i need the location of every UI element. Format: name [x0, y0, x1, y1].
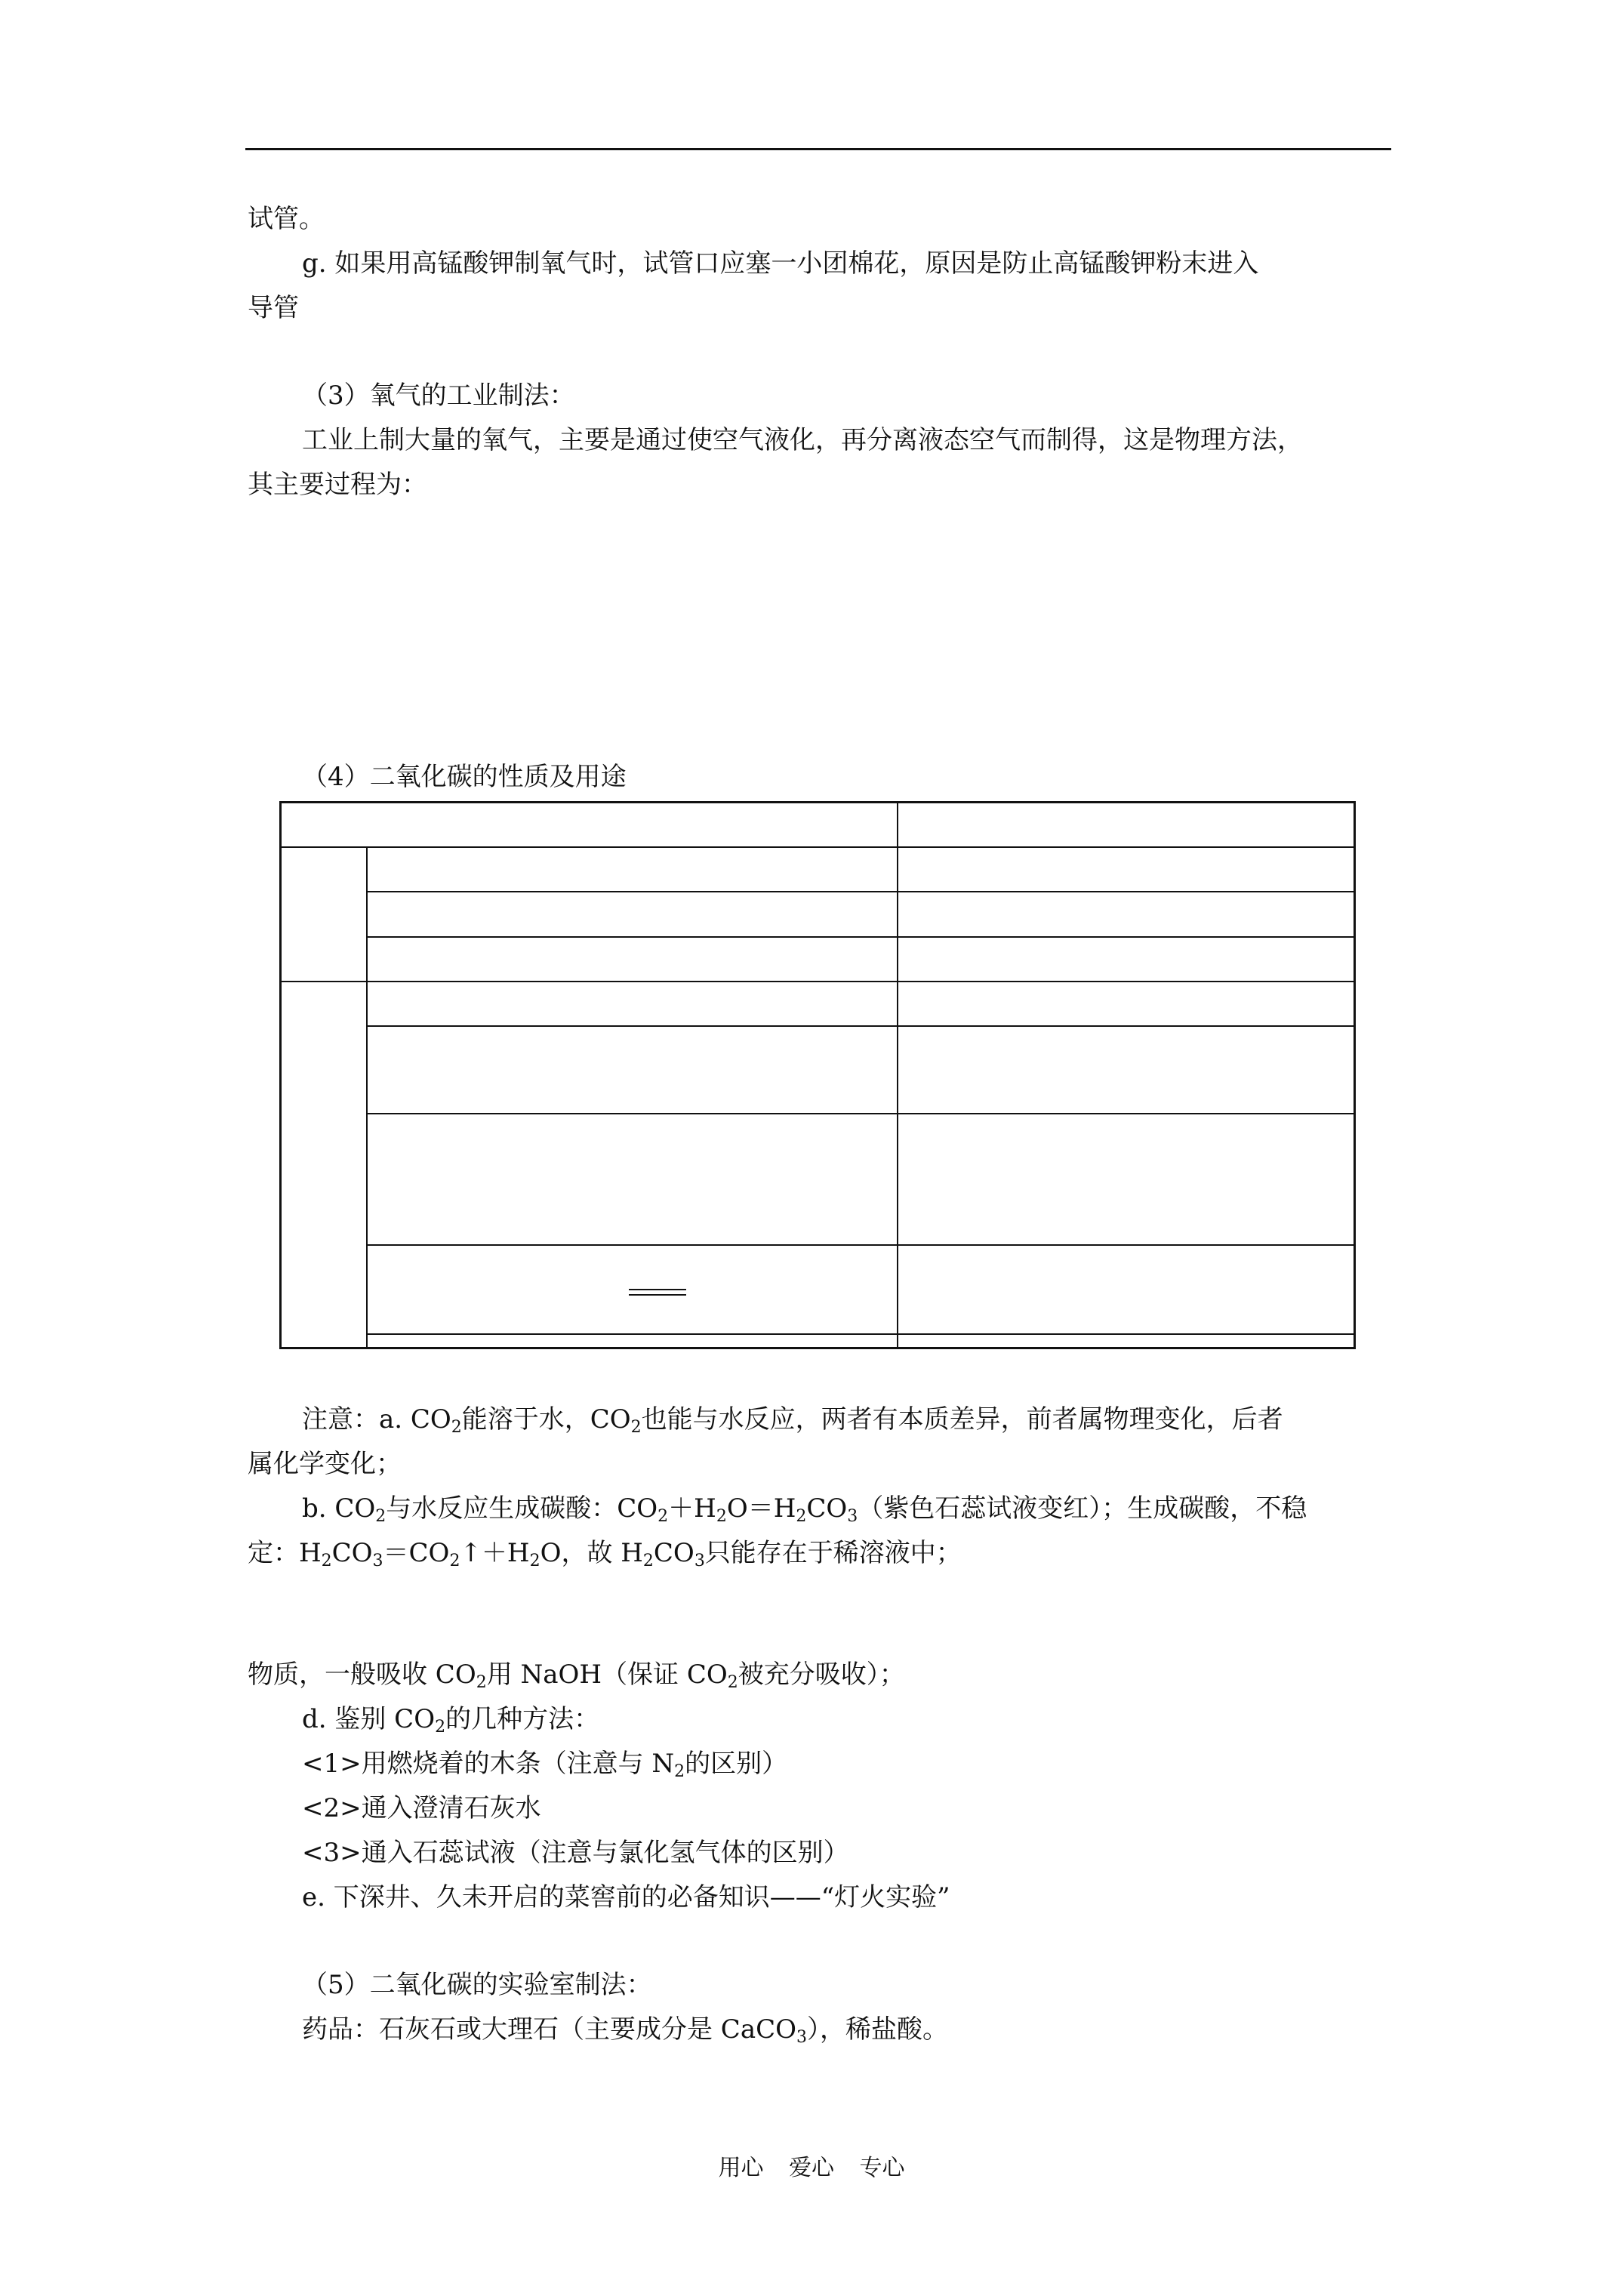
- text-line-note-g: g. 如果用高锰酸钾制氧气时，试管口应塞一小团棉花，原因是防止高锰酸钾粉末进入: [302, 248, 1259, 279]
- text-line-test-tube: 试管。: [248, 204, 325, 234]
- section-3-line-2: 其主要过程为：: [248, 470, 427, 500]
- note-d-item-3: <3>通入石蕊试液（注意与氯化氢气体的区别）: [302, 1838, 849, 1868]
- table-rule: [366, 891, 1354, 892]
- section-3-line-1: 工业上制大量的氧气，主要是通过使空气液化，再分离液态空气而制得，这是物理方法，: [302, 425, 1303, 455]
- note-a-line-2: 属化学变化；: [248, 1449, 402, 1479]
- text-line-conduit: 导管: [248, 293, 299, 323]
- section-3-heading: （3）氧气的工业制法：: [302, 381, 575, 411]
- note-b-line-2: 定：$H_2CO_3=CO_2↑+H_2O$，故 $H_2CO_3$只能存在于稀溶液中；: [248, 1538, 962, 1570]
- note-d-item-1: <1>用燃烧着的木条（注意与 $N_2$的区别）: [302, 1749, 788, 1781]
- table-rule: [366, 846, 368, 1349]
- table-rule: [366, 1113, 1354, 1114]
- page-footer: 用心 爱心 专心: [718, 2155, 905, 2181]
- co2-properties-table: [279, 801, 1356, 1349]
- note-a-line-1: 注意：a. $CO_2$能溶于水，$CO_2$也能与水反应，两者有本质差异，前者属物理变化，后者: [302, 1404, 1283, 1437]
- equals-sign-mark: [629, 1289, 686, 1296]
- table-rule: [366, 1333, 1354, 1335]
- note-d-item-2: <2>通入澄清石灰水: [302, 1793, 541, 1823]
- note-e-line: e. 下深井、久未开启的菜窖前的必备知识——“灯火实验”: [302, 1882, 950, 1912]
- table-rule: [282, 981, 1354, 982]
- table-rule: [366, 936, 1354, 938]
- header-rule: [245, 148, 1391, 150]
- note-c-line: 物质，一般吸收 $CO_2$用 NaOH（保证 $CO_2$被充分吸收）；: [248, 1660, 905, 1692]
- table-rule: [897, 803, 898, 1349]
- note-b-line-1: b. $CO_2$与水反应生成碳酸：$CO_2+H_2O=H_2CO_3$（紫色石蕊试液变红）；生成碳酸，不稳: [302, 1493, 1307, 1526]
- section-4-heading: （4）二氧化碳的性质及用途: [302, 762, 627, 792]
- table-rule: [282, 846, 1354, 848]
- table-rule: [366, 1025, 1354, 1027]
- section-5-heading: （5）二氧化碳的实验室制法：: [302, 1970, 652, 2000]
- note-d-line: d. 鉴别 $CO_2$的几种方法：: [302, 1704, 600, 1737]
- table-rule: [366, 1244, 1354, 1246]
- section-5-drugs: 药品：石灰石或大理石（主要成分是 CaCO$_3$），稀盐酸。: [302, 2014, 948, 2047]
